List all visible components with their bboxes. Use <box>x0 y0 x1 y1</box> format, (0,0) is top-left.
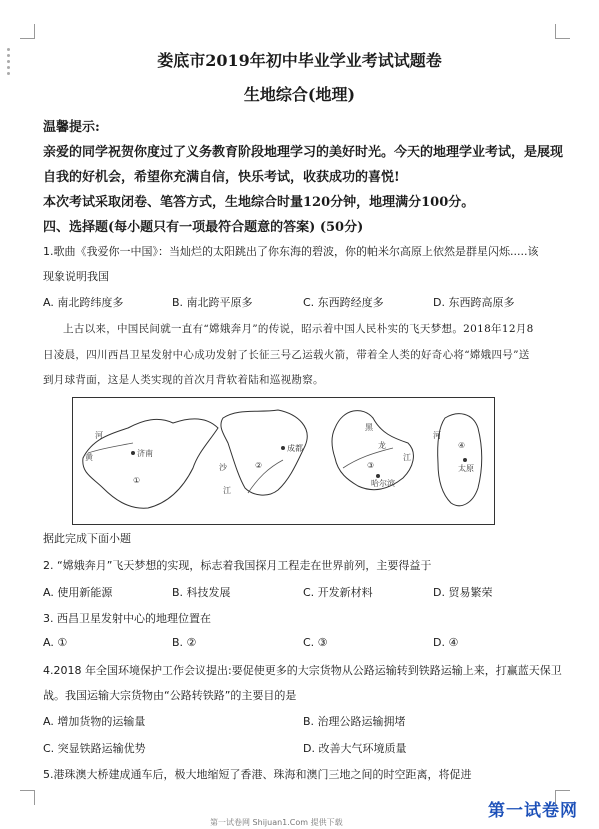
map-label-16: 太原 <box>458 464 474 473</box>
q4-stem-line-2: 战。我国运输大宗货物由“公路转铁路”的主要目的是 <box>43 689 297 702</box>
section-heading: 四、选择题(每小题只有一项最符合题意的答案) (50分) <box>43 220 364 235</box>
q3-option-d: D. ④ <box>433 636 459 649</box>
q4-option-c: C. 突显铁路运输优势 <box>43 742 146 755</box>
q2-option-c: C. 开发新材料 <box>303 586 373 599</box>
q4-option-b: B. 治理公路运输拥堵 <box>303 715 406 728</box>
q3-option-b: B. ② <box>172 636 197 649</box>
q1-option-d: D. 东西跨高原多 <box>433 296 515 309</box>
q3-option-c: C. ③ <box>303 636 328 649</box>
map-label-8: 江 <box>223 486 231 495</box>
crop-mark-bottom-left <box>20 790 35 805</box>
map-label-3: 济南 <box>137 449 153 458</box>
map-label-12: 哈尔滨 <box>371 479 395 488</box>
q4-stem-line-1: 4.2018 年全国环境保护工作会议提出:要促使更多的大宗货物从公路运输转到铁路运输上来，打赢蓝天保卫 <box>43 664 562 677</box>
map-label-6: ② <box>255 461 263 470</box>
map-label-2: 黄 <box>85 453 93 462</box>
exam-title: 娄底市2019年初中毕业学业考试试题卷 <box>157 51 442 70</box>
map-label-14: 河 <box>433 431 441 440</box>
map-label-7: 沙 <box>219 463 227 472</box>
q4-option-d: D. 改善大气环境质量 <box>303 742 407 755</box>
province-map-figure <box>72 397 495 525</box>
q3-option-a: A. ① <box>43 636 68 649</box>
map-label-10: 龙 <box>378 441 386 450</box>
q2-option-d: D. 贸易繁荣 <box>433 586 493 599</box>
tips-line-1: 亲爱的同学祝贺你度过了义务教育阶段地理学习的美好时光。今天的地理学业考试，是展现 <box>43 145 564 160</box>
q3-stem: 3. 西昌卫星发射中心的地理位置在 <box>43 612 211 625</box>
tips-heading: 温馨提示: <box>43 120 100 135</box>
map-label-5: 成都 <box>287 444 303 453</box>
crop-mark-top-right <box>555 24 570 39</box>
map-label-15: ④ <box>458 441 466 450</box>
q2-option-a: A. 使用新能源 <box>43 586 113 599</box>
footer-text: 第一试卷网 Shijuan1.Com 提供下载 <box>210 818 343 827</box>
q2-stem: 2. “嫦娥奔月”飞天梦想的实现，标志着我国探月工程走在世界前列，主要得益于 <box>43 559 432 572</box>
passage-line-1: 上古以来，中国民间就一直有“嫦娥奔月”的传说，昭示着中国人民朴实的飞天梦想。2018年12月8 <box>63 323 534 335</box>
q5-stem: 5.港珠澳大桥建成通车后，极大地缩短了香港、珠海和澳门三地之间的时空距离，将促进 <box>43 768 472 781</box>
map-label-13: 江 <box>403 453 411 462</box>
q2-option-b: B. 科技发展 <box>172 586 231 599</box>
tips-line-2: 自我的好机会，希望你充满自信，快乐考试，收获成功的喜悦! <box>43 170 400 185</box>
map-label-9: 黑 <box>365 423 373 432</box>
exam-subtitle: 生地综合(地理) <box>243 85 356 104</box>
tips-line-3: 本次考试采取闭卷、笔答方式，生地综合时量120分钟，地理满分100分。 <box>43 195 475 210</box>
map-caption: 据此完成下面小题 <box>43 532 131 545</box>
crop-mark-top-left <box>20 24 35 39</box>
q1-stem-line-1: 1.歌曲《我爱你一中国》：当灿烂的太阳跳出了你东海的碧波，你的帕米尔高原上依然是群星闪烁.....该 <box>43 245 539 258</box>
q1-stem-line-2: 现象说明我国 <box>43 270 109 283</box>
map-label-11: ③ <box>367 461 375 470</box>
q1-option-c: C. 东西跨经度多 <box>303 296 384 309</box>
passage-line-3: 到月球背面，这是人类实现的首次月背软着陆和巡视勘察。 <box>43 374 324 386</box>
site-watermark: 第一试卷网 <box>488 801 578 821</box>
map-label-4: ① <box>133 476 141 485</box>
passage-line-2: 日凌晨，四川西昌卫星发射中心成功发射了长征三号乙运载火箭，带着全人类的好奇心将“嫦娥四号”送 <box>43 349 530 361</box>
q4-option-a: A. 增加货物的运输量 <box>43 715 146 728</box>
q1-option-b: B. 南北跨平原多 <box>172 296 253 309</box>
province-outlines <box>73 398 494 524</box>
q1-option-a: A. 南北跨纬度多 <box>43 296 124 309</box>
map-label-1: 河 <box>95 431 103 440</box>
